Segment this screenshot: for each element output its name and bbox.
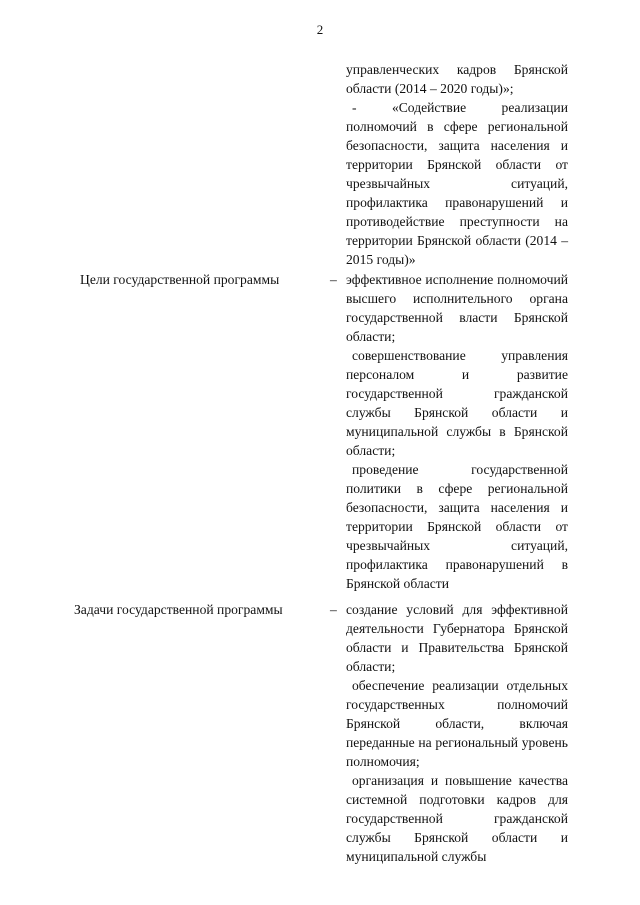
goal-item: эффективное исполнение полномочий высшего исполнительного органа государственной власти Брянской области; [346,272,568,344]
tasks-content [346,600,568,866]
task-item: организация и повышение качества системной подготовки кадров для государственной гражданской службы Брянской области и муниципальной службы [346,773,568,864]
page-number: 2 [316,22,324,37]
continuation-paragraph: управленческих кадров Брянской области (2014 – 2020 годы)»; [346,62,568,96]
tasks-label: Задачи государственной программы [74,602,283,617]
goal-item: проведение государственной политики в сфере региональной безопасности, защита населения и территории Брянской области от чрезвычайных ситуаций, профилактика правонарушений в Брянской области [346,462,568,591]
goals-dash: – [330,272,337,287]
goals-content [346,270,568,593]
goal-item: совершенствование управления персоналом и развитие государственной гражданской службы Брянской области и муниципальной службы в Брянской области; [346,348,568,458]
tasks-dash: – [330,602,337,617]
task-item: создание условий для эффективной деятельности Губернатора Брянской области и Правительства Брянской области; [346,602,568,674]
task-item: обеспечение реализации отдельных государственных полномочий Брянской области, включая переданные на региональный уровень полномочия; [346,678,568,769]
continuation-text [346,60,568,269]
goals-label: Цели государственной программы [80,272,280,287]
continuation-paragraph: - «Содействие реализации полномочий в сфере региональной безопасности, защита населения и территории Брянской области от чрезвычайных ситуаций, профилактика правонарушений и противодействие преступности на территории Брянской области (2014 – 2015 годы)» [346,100,568,267]
